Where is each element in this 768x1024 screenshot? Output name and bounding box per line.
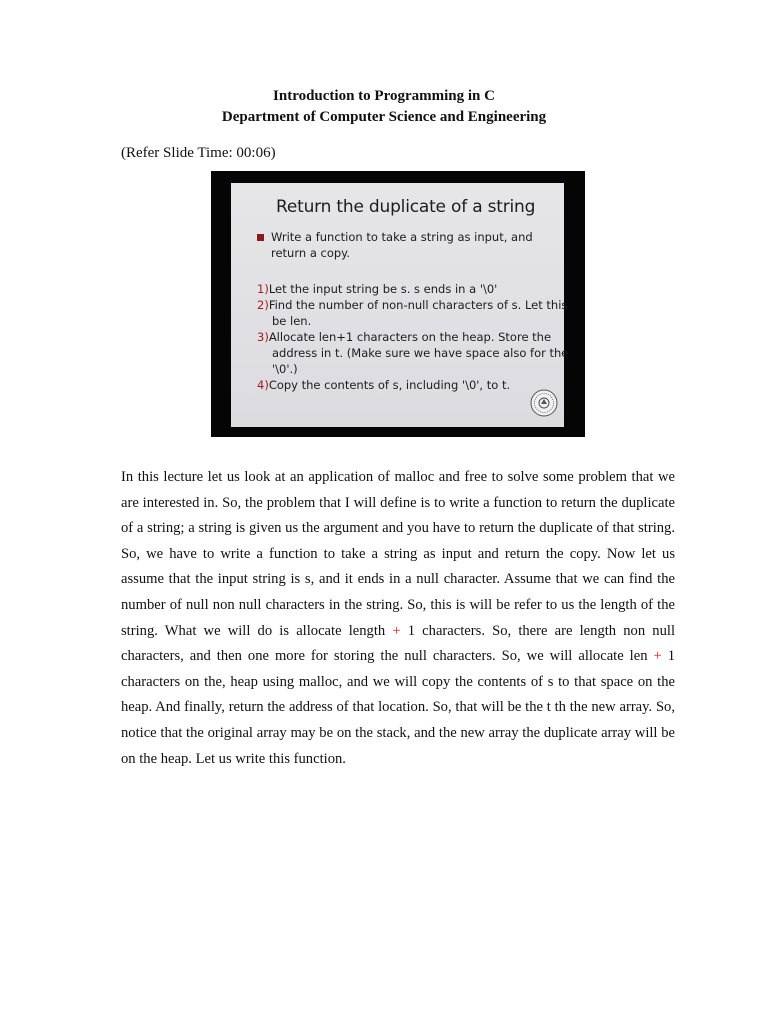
course-title: Introduction to Programming in C	[273, 88, 495, 104]
department-name: Department of Computer Science and Engineering	[221, 109, 547, 125]
slide-step-1	[257, 281, 572, 297]
step-text: Find the number of non-null characters of s. Let this be len.	[268, 298, 568, 328]
slide-screenshot	[211, 171, 585, 437]
step-number: 2)	[257, 298, 269, 312]
step-text: Let the input string be s. s ends in a '\0'	[268, 282, 498, 296]
step-number: 1)	[257, 282, 269, 296]
plus-symbol: +	[392, 622, 401, 639]
slide-title: Return the duplicate of a string	[276, 197, 536, 217]
transcript-part-3: 1 characters on the, heap using malloc, and we will copy the contents of s to that space on the heap. And finally, return the address of that location. So, that will be the t th the new array. So, notice that the original array may be on the stack, and the new array the duplicate array will be on the heap. Let us write this function.	[121, 648, 675, 767]
step-text: Allocate len+1 characters on the heap. Store the address in t. (Make sure we have space also for the '\0'.)	[268, 330, 569, 376]
slide-step-2	[257, 297, 572, 329]
document-header	[0, 86, 768, 128]
square-bullet-icon	[257, 234, 264, 241]
slide-bullet-text: Write a function to take a string as input, and return a copy.	[271, 230, 533, 260]
step-number: 3)	[257, 330, 269, 344]
institute-seal-icon	[530, 389, 558, 417]
step-number: 4)	[257, 378, 269, 392]
slide-step-4	[257, 377, 572, 393]
refer-slide-time: (Refer Slide Time: 00:06)	[121, 145, 276, 161]
slide-bullet	[257, 229, 571, 261]
transcript-part-1: In this lecture let us look at an application of malloc and free to solve some problem that we are interested in. So, the problem that I will define is to write a function to return the duplicate of a string; a string is given us the argument and you have to return the duplicate of that string. So, we have to write a function to take a string as input and return the copy. Now let us assume that the input string is s, and it ends in a null character. Assume that we can find the number of null non null characters in the string. So, this is will be refer to us the length of the string. What we will do is allocate length	[121, 469, 675, 639]
slide-step-3	[257, 329, 572, 377]
transcript-part-2: 1 characters. So, there are length non null characters, and then one more for storing the null characters. So, we will allocate len	[121, 622, 675, 665]
step-text: Copy the contents of s, including '\0', to t.	[268, 378, 511, 392]
slide-content	[231, 183, 569, 427]
plus-symbol: +	[653, 648, 662, 665]
lecture-transcript	[121, 465, 675, 772]
